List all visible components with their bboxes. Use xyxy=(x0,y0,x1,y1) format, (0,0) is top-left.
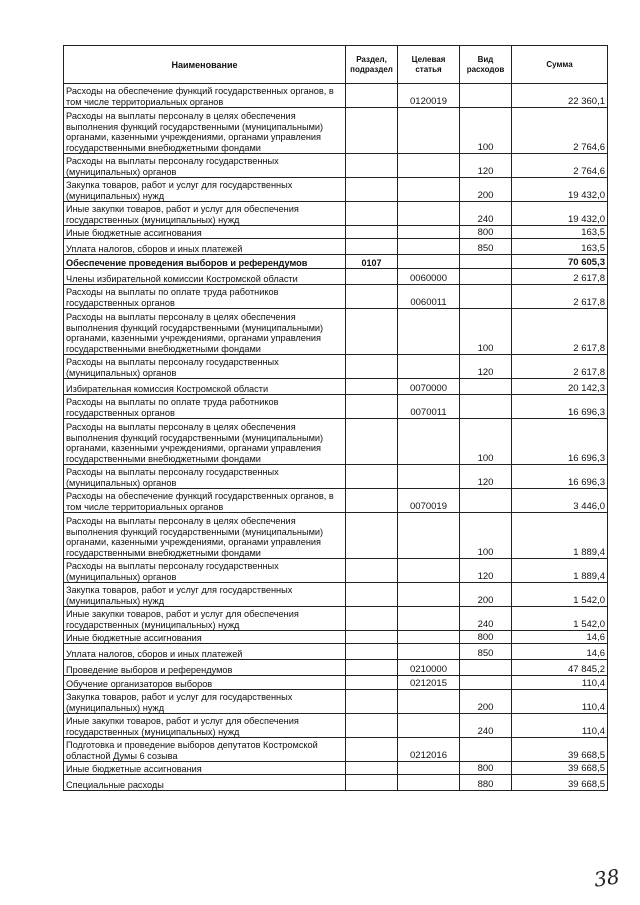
row-kind-cell: 800 xyxy=(460,226,512,239)
row-kind-cell: 850 xyxy=(460,239,512,255)
row-kind-cell xyxy=(460,489,512,513)
table-row xyxy=(64,489,608,513)
row-sum-cell: 110,4 xyxy=(512,714,608,738)
row-sum-cell: 2 617,8 xyxy=(512,309,608,355)
table-row xyxy=(64,379,608,395)
table-row xyxy=(64,84,608,108)
row-section-cell xyxy=(346,379,398,395)
row-section-cell xyxy=(346,178,398,202)
row-sum-cell: 2 617,8 xyxy=(512,285,608,309)
row-target-cell xyxy=(398,559,460,583)
table-row xyxy=(64,676,608,690)
table-row xyxy=(64,583,608,607)
row-section-cell xyxy=(346,714,398,738)
row-name-cell: Специальные расходы xyxy=(64,775,346,791)
row-sum-cell: 2 764,6 xyxy=(512,108,608,154)
row-section-cell xyxy=(346,226,398,239)
row-target-cell xyxy=(398,465,460,489)
table-row xyxy=(64,309,608,355)
row-target-cell xyxy=(398,714,460,738)
row-target-cell xyxy=(398,255,460,269)
row-sum-cell: 19 432,0 xyxy=(512,178,608,202)
row-sum-cell: 1 542,0 xyxy=(512,607,608,631)
row-section-cell xyxy=(346,513,398,559)
row-kind-cell: 120 xyxy=(460,559,512,583)
row-name-cell: Члены избирательной комиссии Костромской области xyxy=(64,269,346,285)
row-sum-cell: 1 889,4 xyxy=(512,559,608,583)
row-target-cell: 0210000 xyxy=(398,660,460,676)
row-kind-cell: 120 xyxy=(460,355,512,379)
row-target-cell xyxy=(398,513,460,559)
row-name-cell: Расходы на обеспечение функций государственных органов, в том числе территориальных органов xyxy=(64,489,346,513)
row-sum-cell: 39 668,5 xyxy=(512,762,608,775)
row-section-cell xyxy=(346,465,398,489)
row-kind-cell: 100 xyxy=(460,419,512,465)
row-kind-cell: 200 xyxy=(460,178,512,202)
row-name-cell: Расходы на выплаты персоналу государственных (муниципальных) органов xyxy=(64,154,346,178)
row-section-cell xyxy=(346,607,398,631)
row-kind-cell xyxy=(460,395,512,419)
table-row xyxy=(64,762,608,775)
table-header-row xyxy=(64,46,608,84)
row-sum-cell: 16 696,3 xyxy=(512,419,608,465)
header-sum: Сумма xyxy=(512,46,608,84)
table-row xyxy=(64,631,608,644)
row-section-cell xyxy=(346,285,398,309)
row-sum-cell: 3 446,0 xyxy=(512,489,608,513)
row-name-cell: Проведение выборов и референдумов xyxy=(64,660,346,676)
row-kind-cell xyxy=(460,738,512,762)
row-section-cell xyxy=(346,489,398,513)
row-sum-cell: 163,5 xyxy=(512,239,608,255)
row-target-cell: 0070011 xyxy=(398,395,460,419)
table-body xyxy=(64,84,608,791)
row-sum-cell: 2 617,8 xyxy=(512,355,608,379)
table-row xyxy=(64,660,608,676)
row-name-cell: Закупка товаров, работ и услуг для государственных (муниципальных) нужд xyxy=(64,178,346,202)
row-sum-cell: 20 142,3 xyxy=(512,379,608,395)
row-kind-cell: 800 xyxy=(460,762,512,775)
row-name-cell: Расходы на выплаты по оплате труда работников государственных органов xyxy=(64,395,346,419)
header-kind: Вид расходов xyxy=(460,46,512,84)
row-section-cell xyxy=(346,676,398,690)
row-sum-cell: 110,4 xyxy=(512,690,608,714)
row-target-cell xyxy=(398,226,460,239)
table-row xyxy=(64,269,608,285)
row-name-cell: Расходы на выплаты персоналу в целях обеспечения выполнения функций государственными (муниципальными) органами, казенными учреждениями, органами управления государственными внебюджетными фондами xyxy=(64,309,346,355)
row-sum-cell: 1 542,0 xyxy=(512,583,608,607)
table-row xyxy=(64,513,608,559)
page-number: 38 xyxy=(592,864,621,892)
row-section-cell xyxy=(346,583,398,607)
row-kind-cell: 120 xyxy=(460,465,512,489)
row-name-cell: Расходы на выплаты персоналу государственных (муниципальных) органов xyxy=(64,559,346,583)
row-target-cell xyxy=(398,309,460,355)
row-kind-cell: 850 xyxy=(460,644,512,660)
row-name-cell: Расходы на обеспечение функций государственных органов, в том числе территориальных органов xyxy=(64,84,346,108)
row-section-cell xyxy=(346,419,398,465)
table-row xyxy=(64,607,608,631)
row-kind-cell: 120 xyxy=(460,154,512,178)
row-kind-cell xyxy=(460,676,512,690)
row-target-cell xyxy=(398,607,460,631)
row-kind-cell: 240 xyxy=(460,714,512,738)
row-kind-cell xyxy=(460,285,512,309)
row-sum-cell: 2 764,6 xyxy=(512,154,608,178)
row-target-cell xyxy=(398,631,460,644)
row-section-cell xyxy=(346,154,398,178)
row-target-cell: 0212016 xyxy=(398,738,460,762)
row-section-cell xyxy=(346,202,398,226)
table-row xyxy=(64,419,608,465)
row-target-cell: 0070000 xyxy=(398,379,460,395)
row-target-cell xyxy=(398,762,460,775)
table-row xyxy=(64,559,608,583)
row-section-cell xyxy=(346,775,398,791)
row-section-cell: 0107 xyxy=(346,255,398,269)
row-name-cell: Уплата налогов, сборов и иных платежей xyxy=(64,644,346,660)
row-name-cell: Обучение организаторов выборов xyxy=(64,676,346,690)
row-kind-cell: 880 xyxy=(460,775,512,791)
row-name-cell: Расходы на выплаты персоналу в целях обеспечения выполнения функций государственными (муниципальными) органами, казенными учреждениями, органами управления государственными внебюджетными фондами xyxy=(64,108,346,154)
table-row xyxy=(64,738,608,762)
budget-table xyxy=(63,45,608,791)
row-target-cell: 0060000 xyxy=(398,269,460,285)
table-row xyxy=(64,285,608,309)
row-sum-cell: 14,6 xyxy=(512,631,608,644)
row-kind-cell xyxy=(460,255,512,269)
row-name-cell: Обеспечение проведения выборов и референдумов xyxy=(64,255,346,269)
row-name-cell: Иные бюджетные ассигнования xyxy=(64,226,346,239)
table-row xyxy=(64,714,608,738)
table-row xyxy=(64,644,608,660)
row-target-cell: 0212015 xyxy=(398,676,460,690)
row-section-cell xyxy=(346,84,398,108)
row-section-cell xyxy=(346,395,398,419)
table-row xyxy=(64,108,608,154)
row-section-cell xyxy=(346,269,398,285)
row-target-cell xyxy=(398,690,460,714)
row-kind-cell: 240 xyxy=(460,202,512,226)
row-sum-cell: 110,4 xyxy=(512,676,608,690)
row-kind-cell: 100 xyxy=(460,309,512,355)
row-kind-cell xyxy=(460,269,512,285)
table-row xyxy=(64,395,608,419)
row-section-cell xyxy=(346,660,398,676)
row-sum-cell: 39 668,5 xyxy=(512,738,608,762)
row-section-cell xyxy=(346,644,398,660)
row-section-cell xyxy=(346,690,398,714)
row-kind-cell xyxy=(460,379,512,395)
row-name-cell: Подготовка и проведение выборов депутатов Костромской областной Думы 6 созыва xyxy=(64,738,346,762)
row-section-cell xyxy=(346,738,398,762)
row-target-cell xyxy=(398,775,460,791)
table-row xyxy=(64,239,608,255)
row-name-cell: Расходы на выплаты персоналу государственных (муниципальных) органов xyxy=(64,355,346,379)
row-section-cell xyxy=(346,631,398,644)
row-target-cell xyxy=(398,202,460,226)
header-name: Наименование xyxy=(64,46,346,84)
row-kind-cell: 200 xyxy=(460,583,512,607)
row-name-cell: Расходы на выплаты по оплате труда работников государственных органов xyxy=(64,285,346,309)
row-name-cell: Расходы на выплаты персоналу в целях обеспечения выполнения функций государственными (муниципальными) органами, казенными учреждениями, органами управления государственными внебюджетными фондами xyxy=(64,419,346,465)
row-name-cell: Закупка товаров, работ и услуг для государственных (муниципальных) нужд xyxy=(64,690,346,714)
table-row xyxy=(64,775,608,791)
row-sum-cell: 2 617,8 xyxy=(512,269,608,285)
row-name-cell: Уплата налогов, сборов и иных платежей xyxy=(64,239,346,255)
row-sum-cell: 39 668,5 xyxy=(512,775,608,791)
table-row xyxy=(64,154,608,178)
table-row xyxy=(64,690,608,714)
row-target-cell xyxy=(398,239,460,255)
row-section-cell xyxy=(346,762,398,775)
row-kind-cell: 240 xyxy=(460,607,512,631)
table-row xyxy=(64,465,608,489)
row-kind-cell xyxy=(460,84,512,108)
row-kind-cell: 100 xyxy=(460,513,512,559)
row-target-cell: 0120019 xyxy=(398,84,460,108)
table-row xyxy=(64,255,608,269)
row-section-cell xyxy=(346,559,398,583)
row-sum-cell: 16 696,3 xyxy=(512,465,608,489)
row-name-cell: Закупка товаров, работ и услуг для государственных (муниципальных) нужд xyxy=(64,583,346,607)
row-target-cell: 0070019 xyxy=(398,489,460,513)
row-target-cell xyxy=(398,583,460,607)
row-sum-cell: 70 605,3 xyxy=(512,255,608,269)
row-sum-cell: 47 845,2 xyxy=(512,660,608,676)
row-section-cell xyxy=(346,239,398,255)
row-section-cell xyxy=(346,355,398,379)
row-target-cell xyxy=(398,178,460,202)
row-kind-cell: 200 xyxy=(460,690,512,714)
row-name-cell: Иные закупки товаров, работ и услуг для обеспечения государственных (муниципальных) нужд xyxy=(64,607,346,631)
row-target-cell xyxy=(398,154,460,178)
row-target-cell: 0060011 xyxy=(398,285,460,309)
row-target-cell xyxy=(398,355,460,379)
row-target-cell xyxy=(398,419,460,465)
table-row xyxy=(64,355,608,379)
row-kind-cell: 800 xyxy=(460,631,512,644)
row-name-cell: Расходы на выплаты персоналу в целях обеспечения выполнения функций государственными (муниципальными) органами, казенными учреждениями, органами управления государственными внебюджетными фондами xyxy=(64,513,346,559)
row-kind-cell: 100 xyxy=(460,108,512,154)
row-name-cell: Иные бюджетные ассигнования xyxy=(64,631,346,644)
row-section-cell xyxy=(346,108,398,154)
row-sum-cell: 14,6 xyxy=(512,644,608,660)
row-target-cell xyxy=(398,644,460,660)
table-row xyxy=(64,202,608,226)
row-sum-cell: 19 432,0 xyxy=(512,202,608,226)
row-sum-cell: 163,5 xyxy=(512,226,608,239)
header-target: Целевая статья xyxy=(398,46,460,84)
row-sum-cell: 16 696,3 xyxy=(512,395,608,419)
header-section: Раздел, подраздел xyxy=(346,46,398,84)
row-sum-cell: 1 889,4 xyxy=(512,513,608,559)
row-kind-cell xyxy=(460,660,512,676)
row-name-cell: Иные бюджетные ассигнования xyxy=(64,762,346,775)
row-name-cell: Избирательная комиссия Костромской области xyxy=(64,379,346,395)
row-name-cell: Иные закупки товаров, работ и услуг для обеспечения государственных (муниципальных) нужд xyxy=(64,714,346,738)
table-row xyxy=(64,226,608,239)
row-target-cell xyxy=(398,108,460,154)
row-name-cell: Расходы на выплаты персоналу государственных (муниципальных) органов xyxy=(64,465,346,489)
row-section-cell xyxy=(346,309,398,355)
row-name-cell: Иные закупки товаров, работ и услуг для обеспечения государственных (муниципальных) нужд xyxy=(64,202,346,226)
row-sum-cell: 22 360,1 xyxy=(512,84,608,108)
table-row xyxy=(64,178,608,202)
